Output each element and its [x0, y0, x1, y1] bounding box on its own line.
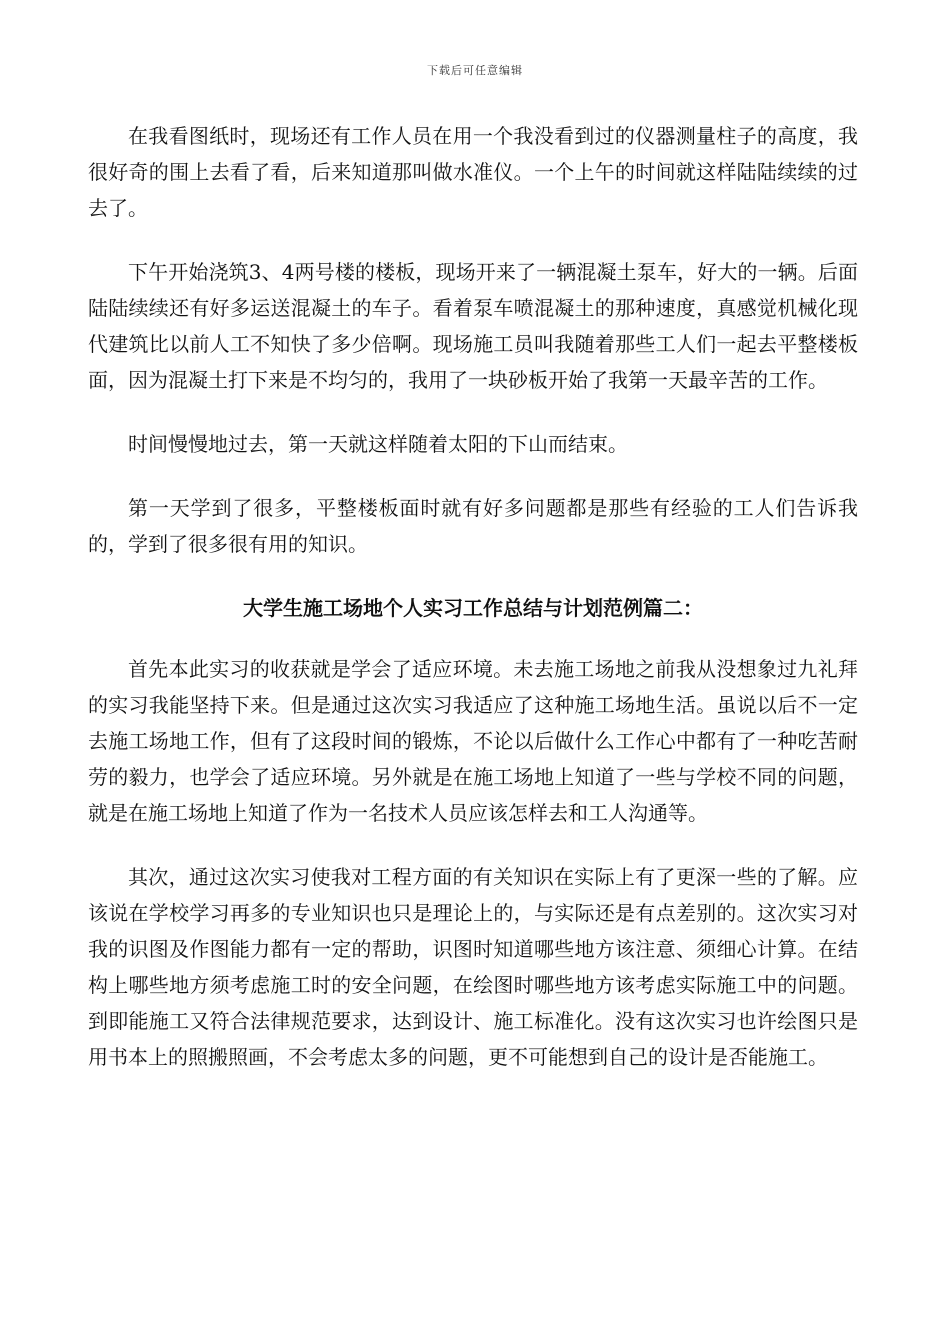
paragraph: 首先本此实习的收获就是学会了适应环境。未去施工场地之前我从没想象过九礼拜的实习我能坚持下来。但是通过这次实习我适应了这种施工场地生活。虽说以后不一定去施工场地工作，但有了这段时间的锻炼，不论以后做什么工作心中都有了一种吃苦耐劳的毅力，也学会了适应环境。另外就是在施工场地上知道了一些与学校不同的问题，就是在施工场地上知道了作为一名技术人员应该怎样去和工人沟通等。	[88, 657, 858, 825]
document-body	[88, 118, 858, 1103]
paragraph: 下午开始浇筑3、4两号楼的楼板，现场开来了一辆混凝土泵车，好大的一辆。后面陆陆续续还有好多运送混凝土的车子。看着泵车喷混凝土的那种速度，真感觉机械化现代建筑比以前人工不知快了多少倍啊。现场施工员叫我随着那些工人们一起去平整楼板面，因为混凝土打下来是不均匀的，我用了一块砂板开始了我第一天最辛苦的工作。	[88, 260, 858, 392]
paragraph: 第一天学到了很多，平整楼板面时就有好多问题都是那些有经验的工人们告诉我的，学到了很多很有用的知识。	[88, 496, 858, 556]
paragraph: 在我看图纸时，现场还有工作人员在用一个我没看到过的仪器测量柱子的高度，我很好奇的围上去看了看，后来知道那叫做水准仪。一个上午的时间就这样陆陆续续的过去了。	[88, 124, 858, 220]
paragraph: 时间慢慢地过去，第一天就这样随着太阳的下山而结束。	[128, 432, 628, 456]
section-title: 大学生施工场地个人实习工作总结与计划范例篇二：	[243, 596, 703, 620]
paragraph: 其次，通过这次实习使我对工程方面的有关知识在实际上有了更深一些的了解。应该说在学校学习再多的专业知识也只是理论上的，与实际还是有点差别的。这次实习对我的识图及作图能力都有一定的帮助，识图时知道哪些地方该注意、须细心计算。在结构上哪些地方须考虑施工时的安全问题，在绘图时哪些地方该考虑实际施工中的问题。到即能施工又符合法律规范要求，达到设计、施工标准化。没有这次实习也许绘图只是用书本上的照搬照画，不会考虑太多的问题，更不可能想到自己的设计是否能施工。	[88, 865, 858, 1069]
header-note: 下载后可任意编辑	[427, 64, 523, 77]
